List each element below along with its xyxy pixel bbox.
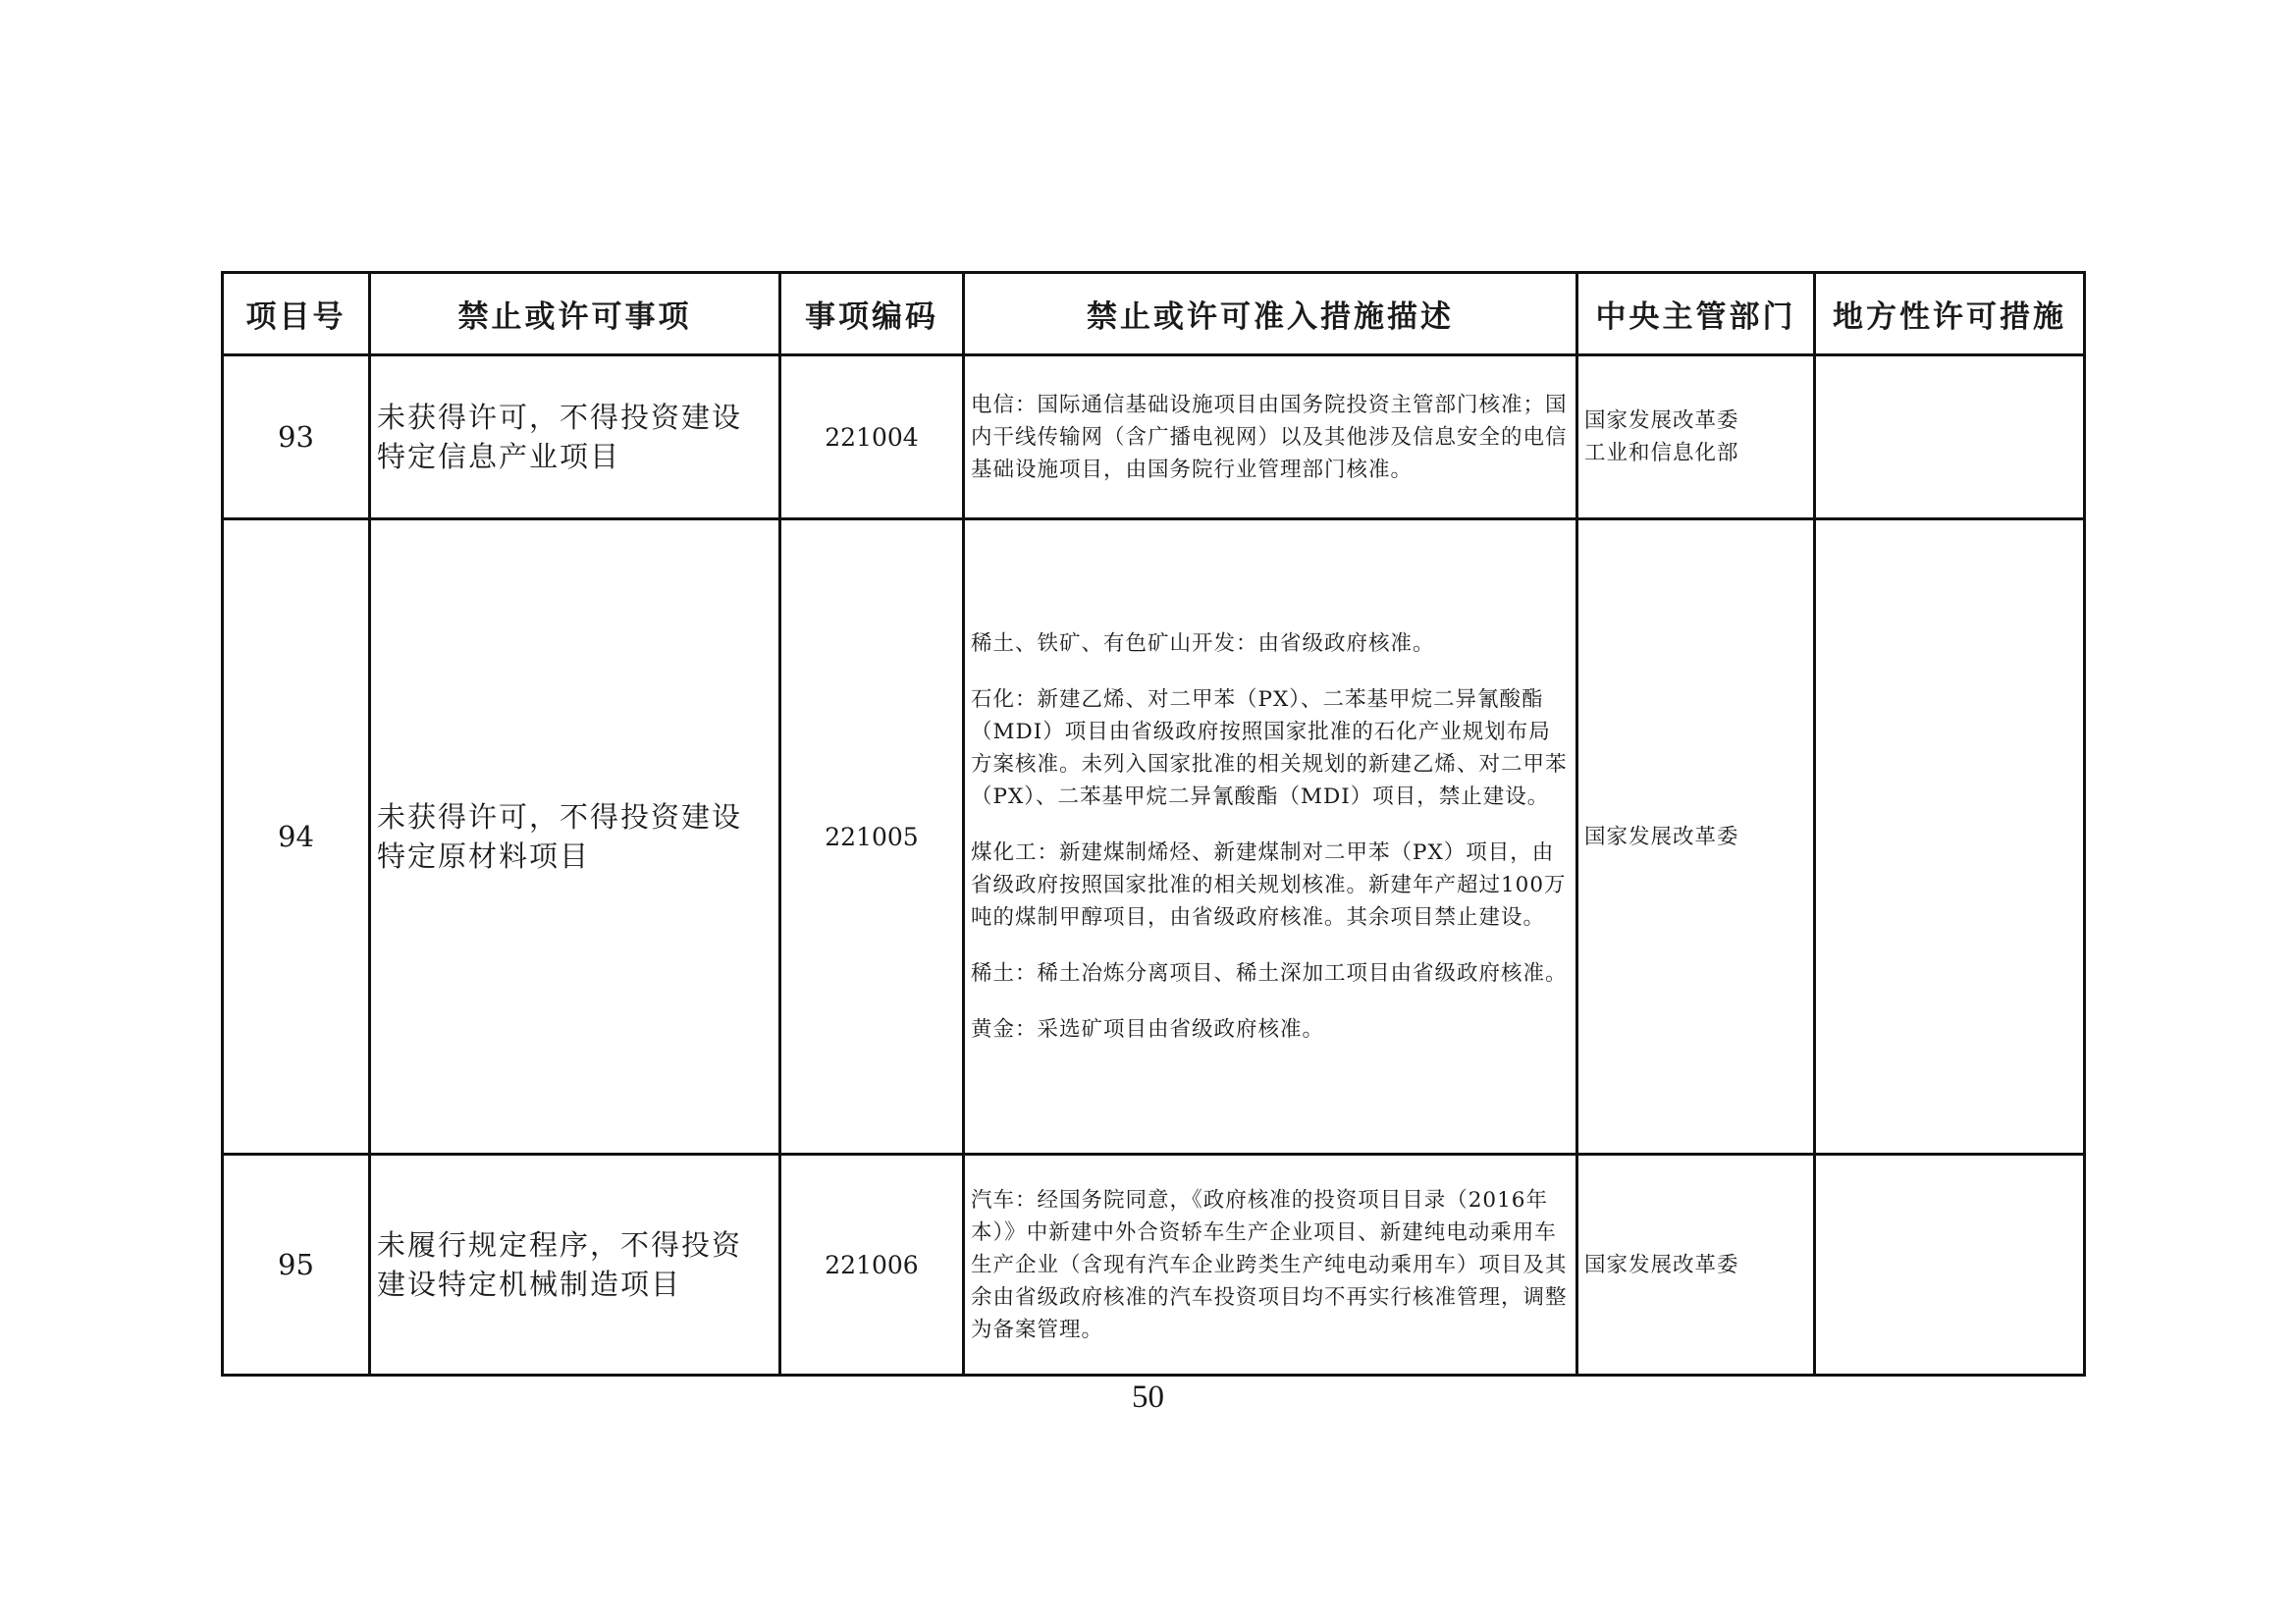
- row-code: 221005: [780, 519, 964, 1155]
- row-description: [964, 519, 1577, 1155]
- description-paragraph: 稀土：稀土冶炼分离项目、稀土深加工项目由省级政府核准。: [971, 961, 1568, 986]
- description-paragraph: 黄金：采选矿项目由省级政府核准。: [971, 1017, 1325, 1042]
- header-project-no: 项目号: [223, 273, 370, 355]
- description-paragraph: 石化：新建乙烯、对二甲苯（PX）、二苯基甲烷二异氰酸酯（MDI）项目由省级政府按照国家批准的石化产业规划布局方案核准。未列入国家批准的相关规划的新建乙烯、对二甲苯（PX）、二苯基甲烷二异氰酸酯（MDI）项目，禁止建设。: [971, 687, 1568, 809]
- description-paragraph: 煤化工：新建煤制烯烃、新建煤制对二甲苯（PX）项目，由省级政府按照国家批准的相关规划核准。新建年产超过100万吨的煤制甲醇项目，由省级政府核准。其余项目禁止建设。: [971, 840, 1567, 930]
- row-item: 未履行规定程序，不得投资建设特定机械制造项目: [370, 1155, 780, 1376]
- dept-name: 国家发展改革委: [1584, 824, 1739, 849]
- row-item: 未获得许可，不得投资建设特定信息产业项目: [370, 355, 780, 519]
- row-code: 221006: [780, 1155, 964, 1376]
- row-project-no: 95: [223, 1155, 370, 1376]
- row-local-measure: [1815, 1155, 2085, 1376]
- row-project-no: 94: [223, 519, 370, 1155]
- row-project-no: 93: [223, 355, 370, 519]
- dept-name: 工业和信息化部: [1584, 441, 1739, 465]
- table-row: [223, 519, 2085, 1155]
- row-code: 221004: [780, 355, 964, 519]
- page-number: 50: [1132, 1380, 1164, 1415]
- row-item: 未获得许可，不得投资建设特定原材料项目: [370, 519, 780, 1155]
- description-paragraph: 稀土、铁矿、有色矿山开发：由省级政府核准。: [971, 631, 1435, 656]
- header-item: 禁止或许可事项: [370, 273, 780, 355]
- row-central-dept: [1577, 1155, 1815, 1376]
- row-central-dept: [1577, 519, 1815, 1155]
- header-description: 禁止或许可准入措施描述: [964, 273, 1577, 355]
- table-header-row: [223, 273, 2085, 355]
- row-description: [964, 355, 1577, 519]
- permit-table: [221, 271, 2086, 1377]
- description-paragraph: 电信：国际通信基础设施项目由国务院投资主管部门核准；国内干线传输网（含广播电视网）以及其他涉及信息安全的电信基础设施项目，由国务院行业管理部门核准。: [971, 392, 1568, 482]
- header-code: 事项编码: [780, 273, 964, 355]
- header-local-measure: 地方性许可措施: [1815, 273, 2085, 355]
- description-paragraph: 汽车：经国务院同意，《政府核准的投资项目目录（2016年本）》中新建中外合资轿车生产企业项目、新建纯电动乘用车生产企业（含现有汽车企业跨类生产纯电动乘用车）项目及其余由省级政府核准的汽车投资项目均不再实行核准管理，调整为备案管理。: [971, 1187, 1568, 1342]
- row-local-measure: [1815, 355, 2085, 519]
- header-central-dept: 中央主管部门: [1577, 273, 1815, 355]
- row-central-dept: [1577, 355, 1815, 519]
- dept-name: 国家发展改革委: [1584, 408, 1739, 433]
- row-local-measure: [1815, 519, 2085, 1155]
- row-description: [964, 1155, 1577, 1376]
- dept-name: 国家发展改革委: [1584, 1252, 1739, 1277]
- table-row: [223, 1155, 2085, 1376]
- table-row: [223, 355, 2085, 519]
